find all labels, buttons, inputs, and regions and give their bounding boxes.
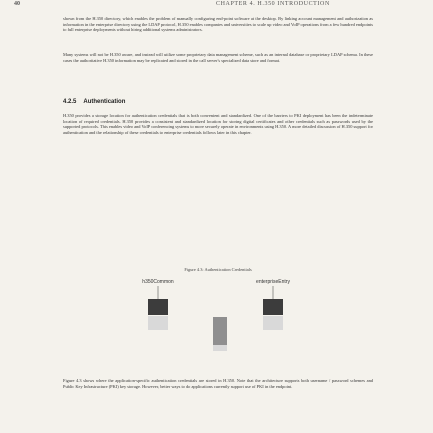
- section-number: 4.2.5: [63, 99, 77, 105]
- enterpriseentry-label: enterpriseEntry: [256, 279, 290, 285]
- section-title: Authentication: [83, 99, 126, 105]
- h350common-node: [148, 299, 168, 315]
- paragraph-2: Many systems will not be H.350 aware, and instead will utilize some proprietary data management scheme, such as an internal database or proprietary LDAP schema. In these cases the authoritative H.350 information may be replicated and stored in the call server's specialized data store and format.: [63, 52, 373, 63]
- paragraph-1: shown from the H.350 directory, which enables the problem of manually configuring end-point software at the desktop. By linking account management and authorization as information in the enterprise directory using the LDAP protocol, H.350 enables companies and universities to scale up video and VoIP operations from a few hundred endpoints to full enterprise deployments without hiring additional systems administrators.: [63, 16, 373, 33]
- h350common-subnode: [148, 316, 168, 330]
- enterpriseentry-subnode: [263, 316, 283, 330]
- paragraph-3: H.350 provides a storage location for authentication credentials that is both convenient and standardized. One of the barriers to PKI deployment has been the indeterminate location of required credentials. H.350 provides a consistent and standardized location for storing digital certificates and other credentials such as passwords used by the supported protocols. This enables video and VoIP conferencing systems to more securely operate in environments using H.350. A more detailed discussion of H.350 support for authentication and the relationship of these credentials to enterprise credentials follows later in this chapter.: [63, 113, 373, 135]
- page-number: 40: [14, 1, 20, 7]
- paragraph-4: Figure 4.3 shows where the application-specific authentication credentials are stored in H.350. Note that the architecture supports both username / password schemes and Public Key Infrastructure (PKI) key storage. However, better ways to do applications currently support use of PKI in the endpoint.: [63, 378, 373, 389]
- figure-caption: Figure 4.3: Authentication Credentials: [184, 267, 252, 272]
- authentication-credentials-diagram: [118, 277, 318, 372]
- chapter-title: CHAPTER 4. H.350 INTRODUCTION: [216, 1, 330, 7]
- section-heading: [63, 99, 132, 105]
- enterpriseentry-node: [263, 299, 283, 315]
- h350common-label: h350Common: [142, 279, 174, 285]
- running-head: [0, 1, 433, 11]
- credentials-bar: [213, 317, 227, 345]
- credentials-bar-base: [213, 345, 227, 351]
